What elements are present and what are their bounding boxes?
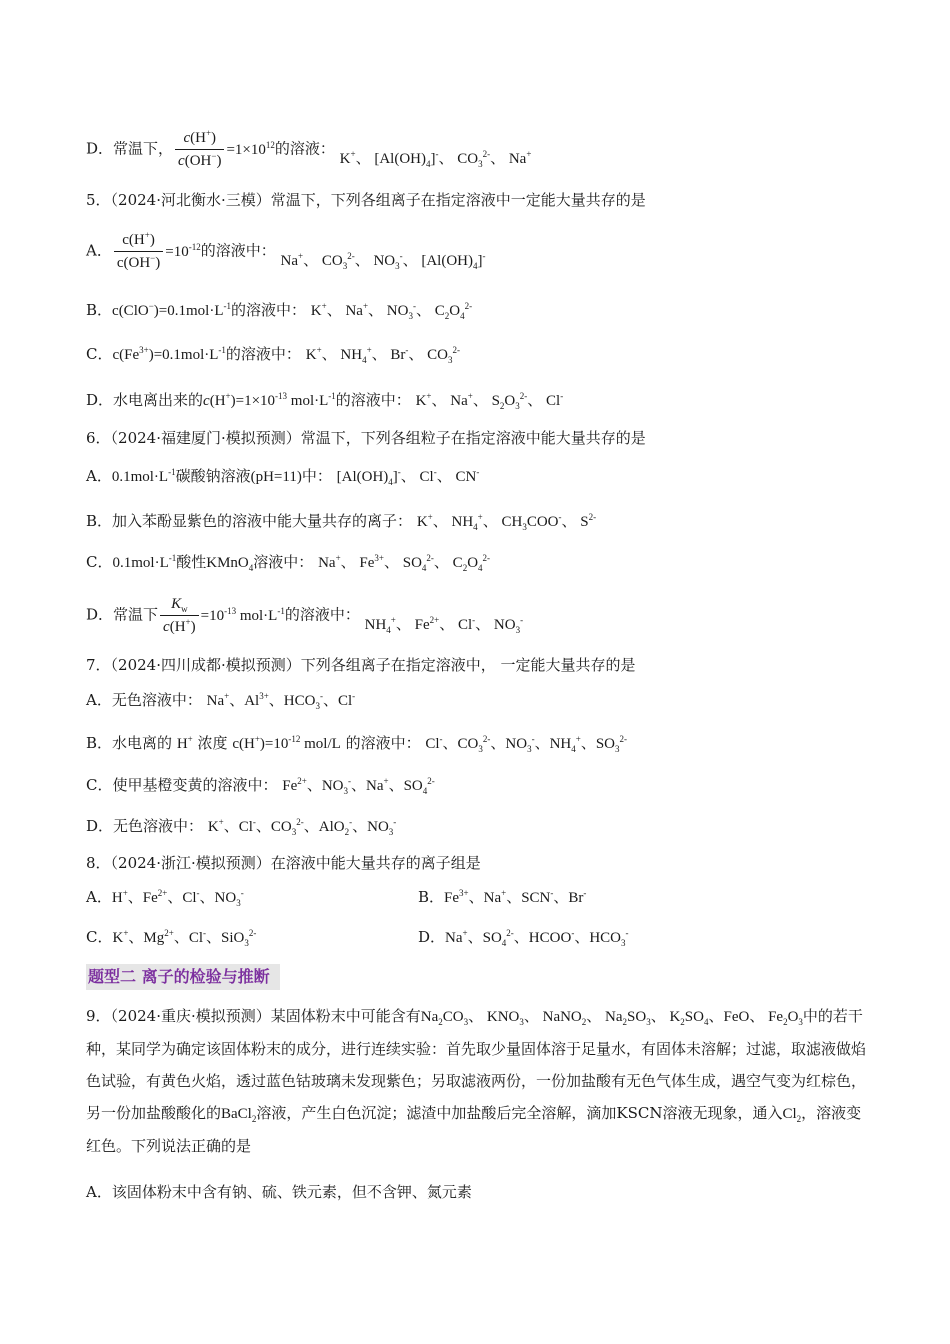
q5-a-ions: Na+、 $CO_3^{2-}$、 $NO_3^-$、 $[Al(OH)_4]^-$: [280, 250, 486, 271]
q5-option-d: D．水电离出来的$c(H^+)=1\times 10^{-13}$ $mol\cdot L^{-1}$的溶液中： K+、 Na+、 $S_2O_3^{2-}$、 Cl-: [86, 391, 564, 411]
q5-option-a: A． $\frac{c(H^+)}{c(OH^-)}$ $=10^{-12}$的溶液中： Na+、 $CO_3^{2-}$、 $NO_3^-$、 $[Al(OH)_4]^-$: [86, 230, 486, 271]
q5-option-b: B．$c(ClO^-)=0.1mol\cdot L^{-1}$的溶液中： K+、 Na+、 $NO_3^-$、 $C_2O_4^{2-}$: [86, 301, 473, 321]
q6-stem: 6．（2024·福建厦门·模拟预测）常温下，下列各组粒子在指定溶液中能大量共存的是: [86, 429, 646, 447]
fraction-h-over-oh: $\frac{c(H^+)}{c(OH^-)}$: [175, 128, 224, 171]
q4-d-condition: $=1\times 10^{12}$: [226, 139, 275, 158]
q6-option-b: B．加入苯酚显紫色的溶液中能大量共存的离子： K+、 $NH_4^+$、 $CH_3COO^-$、 $S^{2-}$: [86, 512, 597, 532]
q6-option-c: C．$0.1mol\cdot L^{-1}$酸性KMnO$_4$溶液中： Na+、 $Fe^{3+}$、 $SO_4^{2-}$、 $C_2O_4^{2-}$: [86, 553, 491, 573]
q4-option-d: [86, 128, 531, 171]
q8-option-d: D．Na+、$SO_4^{2-}$、HCOO-、$HCO_3^-$: [418, 928, 629, 948]
q8-option-a: A．H+、$Fe^{2+}$、Cl-、$NO_3^-$: [86, 888, 244, 908]
q7-stem: 7．（2024·四川成都·模拟预测）下列各组离子在指定溶液中， 一定能大量共存的是: [86, 656, 636, 674]
q6-option-d: D．常温下 $\frac{K_w}{c(H^+)}$ $=10^{-13}$ $mol\cdot L^{-1}$的溶液中： $NH_4^+$、 $Fe^{2+}$、 Cl-、 $NO_3^-$: [86, 596, 524, 635]
q9-stem: 9．（2024·重庆·模拟预测）某固体粉末中可能含有$Na_2CO_3$、 $KNO_3$、 NaNO$_2$、 $Na_2SO_3$、 $K_2SO_4$、FeO、 $Fe_2O_3$中的若干种，某同学为确定该固体粉末的成分，进行连续实验：首先取少量固体溶于足量水，有固体未溶解；过滤，取滤液做焰色试验，有黄色火焰，透过蓝色钴玻璃未发现紫色；另取滤液两份，一份加盐酸有无色气体生成，遇空气变为红棕色，另一份加盐酸酸化的BaCl$_2$溶液，产生白色沉淀；滤渣中加盐酸后完全溶解，滴加KSCN溶液无现象，通入$Cl_2$，溶液变红色。下列说法正确的是: [86, 1007, 867, 1155]
q4-d-ions: K+、 $[Al(OH)_4]^-$、 $CO_3^{2-}$、 Na+: [339, 148, 532, 169]
section-title: 题型二 离子的检验与推断: [86, 964, 280, 990]
q8-stem: 8．（2024·浙江·模拟预测）在溶液中能大量共存的离子组是: [86, 854, 481, 872]
q8-option-c: C．K+、$Mg^{2+}$、Cl-、SiO$_3^{2-}$: [86, 928, 257, 948]
q7-option-c: C．使甲基橙变黄的溶液中： $Fe^{2+}$、$NO_3^-$、Na+、$SO_4^{2-}$: [86, 776, 435, 796]
q7-option-a: A．无色溶液中： Na+、$Al^{3+}$、$HCO_3^-$、Cl-: [86, 691, 356, 711]
fraction-h-over-oh: $\frac{c(H^+)}{c(OH^-)}$: [114, 230, 163, 273]
q8-option-b: B．$Fe^{3+}$、Na+、SCN-、Br-: [418, 888, 587, 906]
q5-option-c: C．$c(Fe^{3+})=0.1mol\cdot L^{-1}$的溶液中： K+、 $NH_4^+$、 Br-、 $CO_3^{2-}$: [86, 345, 460, 365]
fraction-kw-over-h: $\frac{K_w}{c(H^+)}$: [160, 594, 199, 637]
q4-d-label: D．常温下，: [86, 139, 174, 158]
q4-d-mid: 的溶液：: [274, 139, 335, 158]
q6-option-a: A．$0.1mol\cdot L^{-1}$碳酸钠溶液(pH=11)中： $[Al(OH)_4]^-$、 Cl-、 CN-: [86, 467, 480, 487]
q7-option-b: B．水电离的 H+ 浓度 $c(H^+)=10^{-12}$ mol/L 的溶液中： Cl-、$CO_3^{2-}$、$NO_3^-$、$NH_4^+$、$SO_3^{2-}$: [86, 734, 627, 754]
q7-option-d: D．无色溶液中： K+、Cl-、$CO_3^{2-}$、AlO$_2$-、$NO_3^-$: [86, 817, 397, 837]
q9-option-a: A．该固体粉末中含有钠、硫、铁元素，但不含钾、氮元素: [86, 1183, 472, 1201]
q5-stem: 5．（2024·河北衡水·三模）常温下，下列各组离子在指定溶液中一定能大量共存的是: [86, 191, 646, 209]
